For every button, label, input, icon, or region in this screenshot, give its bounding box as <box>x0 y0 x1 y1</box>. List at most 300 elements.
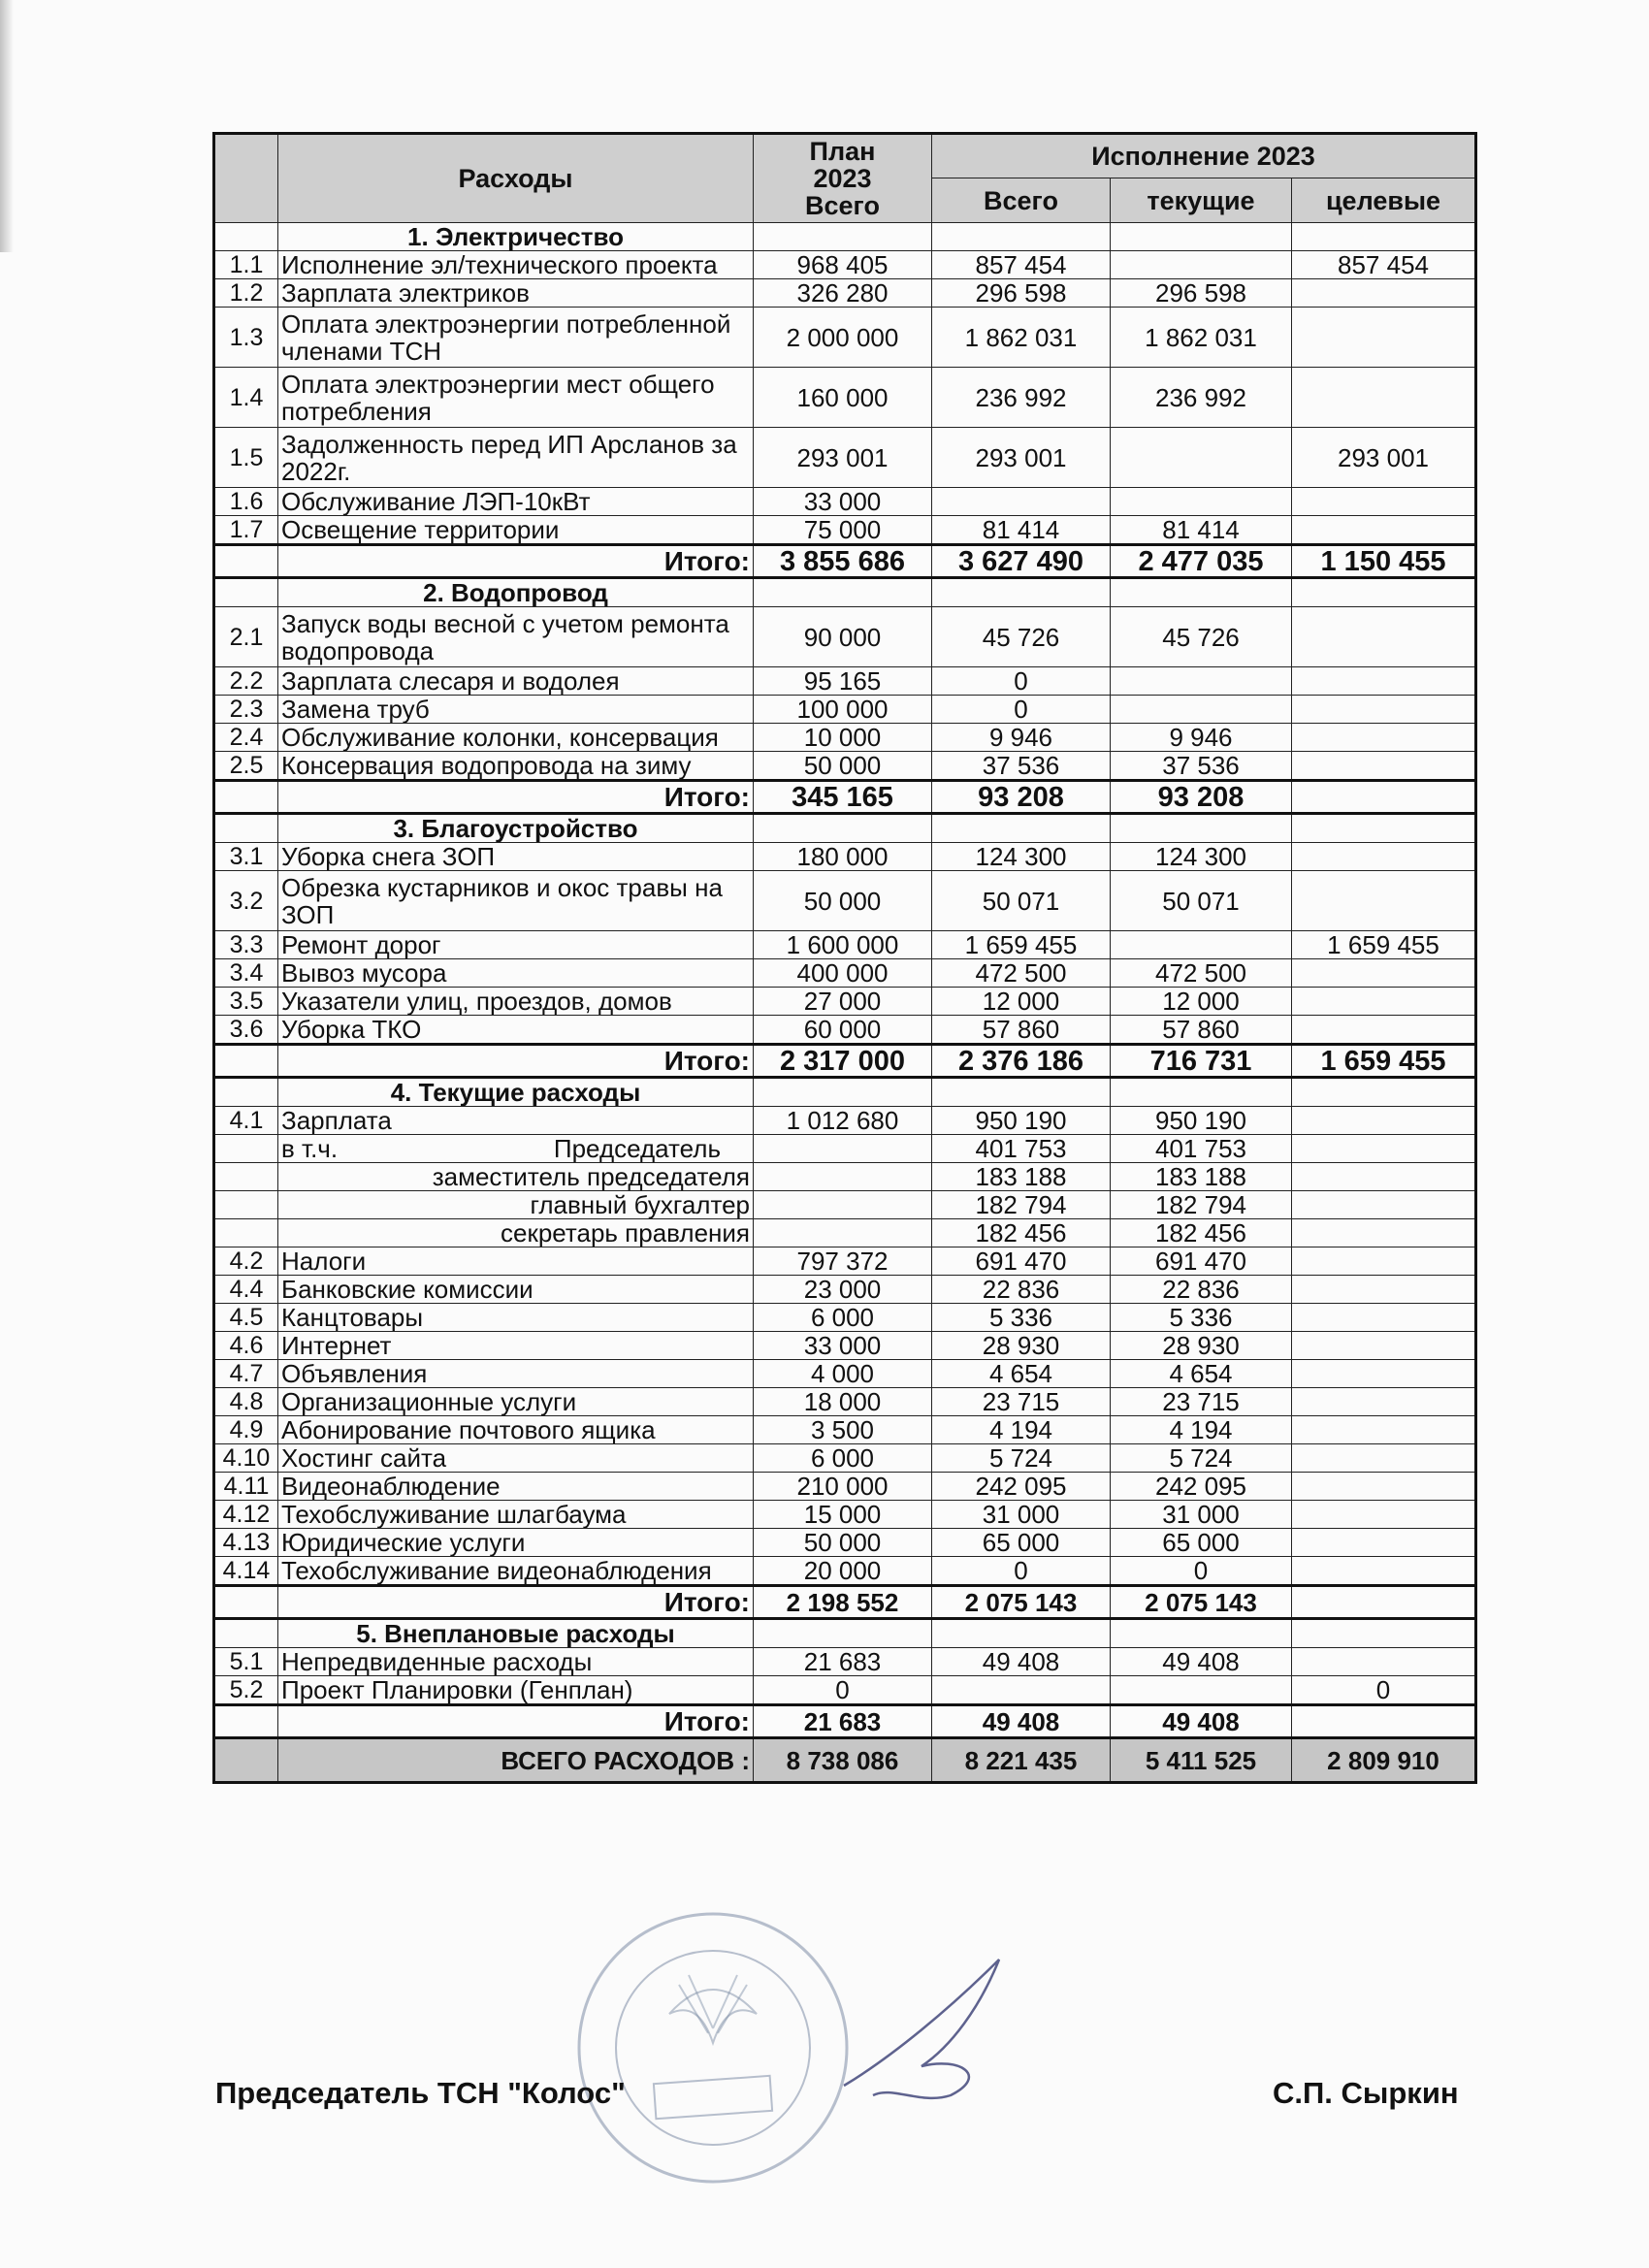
row-current: 5 724 <box>1111 1444 1292 1473</box>
row-idx: 4.9 <box>214 1416 278 1444</box>
row-total: 50 071 <box>932 871 1111 931</box>
row-total: 45 726 <box>932 607 1111 667</box>
total-total: 93 208 <box>932 781 1111 814</box>
row-plan: 4 000 <box>754 1360 932 1388</box>
row-plan: 1 600 000 <box>754 931 932 959</box>
total-target <box>1292 1705 1476 1738</box>
section-empty-cell <box>1111 1619 1292 1648</box>
row-name: Обрезка кустарников и окос травы на ЗОП <box>278 871 754 931</box>
section-header <box>214 814 1476 843</box>
row-idx: 2.2 <box>214 667 278 696</box>
total-label: Итого: <box>278 1705 754 1738</box>
row-idx <box>214 1219 278 1247</box>
row-current: 12 000 <box>1111 988 1292 1016</box>
row-name: Зарплата <box>278 1107 754 1135</box>
row-current: 9 946 <box>1111 724 1292 752</box>
row-total: 1 862 031 <box>932 308 1111 368</box>
row-idx: 3.2 <box>214 871 278 931</box>
row-idx <box>214 1135 278 1163</box>
header-current: текущие <box>1111 178 1292 223</box>
row-plan: 15 000 <box>754 1501 932 1529</box>
row-target <box>1292 607 1476 667</box>
total-target: 1 150 455 <box>1292 545 1476 578</box>
section-empty-cell <box>1111 578 1292 607</box>
total-idx <box>214 1045 278 1078</box>
section-empty-cell <box>754 223 932 251</box>
row-name: Задолженность перед ИП Арсланов за 2022г. <box>278 428 754 488</box>
row-current: 1 862 031 <box>1111 308 1292 368</box>
table-row <box>214 752 1476 781</box>
grand-total-row <box>214 1738 1476 1783</box>
row-current: 81 414 <box>1111 516 1292 545</box>
row-target <box>1292 1219 1476 1247</box>
row-total: 5 724 <box>932 1444 1111 1473</box>
row-current: 472 500 <box>1111 959 1292 988</box>
row-total: 28 930 <box>932 1332 1111 1360</box>
total-target <box>1292 1586 1476 1619</box>
row-target <box>1292 1416 1476 1444</box>
section-title: 4. Текущие расходы <box>278 1078 754 1107</box>
table-row <box>214 1163 1476 1191</box>
section-empty-cell <box>754 1078 932 1107</box>
total-total: 3 627 490 <box>932 545 1111 578</box>
section-title: 2. Водопровод <box>278 578 754 607</box>
row-name: заместитель председателя <box>278 1163 754 1191</box>
table-row <box>214 843 1476 871</box>
total-label: Итого: <box>278 545 754 578</box>
row-total: 182 456 <box>932 1219 1111 1247</box>
row-idx: 2.3 <box>214 696 278 724</box>
row-total <box>932 1676 1111 1705</box>
row-total: 236 992 <box>932 368 1111 428</box>
row-target <box>1292 488 1476 516</box>
row-idx: 4.10 <box>214 1444 278 1473</box>
row-idx: 4.6 <box>214 1332 278 1360</box>
row-total: 472 500 <box>932 959 1111 988</box>
table-row <box>214 1107 1476 1135</box>
table-row <box>214 308 1476 368</box>
row-current: 28 930 <box>1111 1332 1292 1360</box>
row-current: 236 992 <box>1111 368 1292 428</box>
section-empty-cell <box>932 1619 1111 1648</box>
row-idx: 4.8 <box>214 1388 278 1416</box>
row-plan: 797 372 <box>754 1247 932 1276</box>
row-target: 0 <box>1292 1676 1476 1705</box>
row-name: Указатели улиц, проездов, домов <box>278 988 754 1016</box>
row-target <box>1292 1444 1476 1473</box>
total-current: 49 408 <box>1111 1705 1292 1738</box>
total-idx <box>214 781 278 814</box>
table-row <box>214 959 1476 988</box>
organization-stamp <box>563 1907 863 2188</box>
row-name: Зарплата электриков <box>278 279 754 308</box>
row-name: Запуск воды весной с учетом ремонта водопровода <box>278 607 754 667</box>
row-current: 23 715 <box>1111 1388 1292 1416</box>
row-idx: 1.3 <box>214 308 278 368</box>
row-plan: 1 012 680 <box>754 1107 932 1135</box>
row-current: 50 071 <box>1111 871 1292 931</box>
total-label: Итого: <box>278 781 754 814</box>
total-plan: 2 317 000 <box>754 1045 932 1078</box>
table-row <box>214 1276 1476 1304</box>
row-target <box>1292 1557 1476 1586</box>
row-target <box>1292 667 1476 696</box>
row-total: 0 <box>932 696 1111 724</box>
row-plan: 210 000 <box>754 1473 932 1501</box>
row-name: Освещение территории <box>278 516 754 545</box>
row-name: Интернет <box>278 1332 754 1360</box>
row-current: 22 836 <box>1111 1276 1292 1304</box>
row-plan: 100 000 <box>754 696 932 724</box>
table-row <box>214 988 1476 1016</box>
row-name: Техобслуживание шлагбаума <box>278 1501 754 1529</box>
table-row <box>214 1016 1476 1045</box>
row-total: 22 836 <box>932 1276 1111 1304</box>
row-idx: 1.7 <box>214 516 278 545</box>
total-total: 2 075 143 <box>932 1586 1111 1619</box>
row-total: 124 300 <box>932 843 1111 871</box>
row-idx: 4.5 <box>214 1304 278 1332</box>
row-current: 401 753 <box>1111 1135 1292 1163</box>
table-row <box>214 1191 1476 1219</box>
row-current: 296 598 <box>1111 279 1292 308</box>
row-name-prefix: в т.ч. <box>281 1134 339 1163</box>
row-name: Юридические услуги <box>278 1529 754 1557</box>
row-name: Видеонаблюдение <box>278 1473 754 1501</box>
table-row <box>214 667 1476 696</box>
section-empty-cell <box>932 578 1111 607</box>
row-idx: 1.1 <box>214 251 278 279</box>
section-empty-cell <box>754 1619 932 1648</box>
header-plan: План 2023 Всего <box>754 134 932 223</box>
row-plan: 23 000 <box>754 1276 932 1304</box>
row-total: 5 336 <box>932 1304 1111 1332</box>
section-empty-cell <box>1292 223 1476 251</box>
header-execution: Исполнение 2023 <box>932 134 1476 178</box>
row-target <box>1292 843 1476 871</box>
row-plan: 33 000 <box>754 1332 932 1360</box>
row-name: Оплата электроэнергии потребленной членами ТСН <box>278 308 754 368</box>
table-row <box>214 1648 1476 1676</box>
row-target <box>1292 1191 1476 1219</box>
row-current <box>1111 1676 1292 1705</box>
row-total: 401 753 <box>932 1135 1111 1163</box>
row-total: 242 095 <box>932 1473 1111 1501</box>
row-current: 183 188 <box>1111 1163 1292 1191</box>
table-body <box>214 223 1476 1783</box>
section-header <box>214 1078 1476 1107</box>
row-name: Налоги <box>278 1247 754 1276</box>
row-plan: 33 000 <box>754 488 932 516</box>
row-plan: 968 405 <box>754 251 932 279</box>
section-empty-cell <box>1292 814 1476 843</box>
row-idx: 4.2 <box>214 1247 278 1276</box>
table-row <box>214 1332 1476 1360</box>
row-idx <box>214 1191 278 1219</box>
header-idx <box>214 134 278 223</box>
row-current: 242 095 <box>1111 1473 1292 1501</box>
row-target <box>1292 1529 1476 1557</box>
row-total: 293 001 <box>932 428 1111 488</box>
row-total: 691 470 <box>932 1247 1111 1276</box>
row-target <box>1292 696 1476 724</box>
row-current <box>1111 696 1292 724</box>
row-plan: 10 000 <box>754 724 932 752</box>
row-total: 65 000 <box>932 1529 1111 1557</box>
table-row <box>214 696 1476 724</box>
total-idx <box>214 545 278 578</box>
row-target <box>1292 1163 1476 1191</box>
row-target <box>1292 1107 1476 1135</box>
row-name: Исполнение эл/технического проекта <box>278 251 754 279</box>
row-plan: 2 000 000 <box>754 308 932 368</box>
row-idx: 4.4 <box>214 1276 278 1304</box>
row-target <box>1292 1247 1476 1276</box>
row-name: Организационные услуги <box>278 1388 754 1416</box>
row-total: 49 408 <box>932 1648 1111 1676</box>
row-target: 293 001 <box>1292 428 1476 488</box>
section-total-row <box>214 1705 1476 1738</box>
row-plan: 18 000 <box>754 1388 932 1416</box>
row-name: секретарь правления <box>278 1219 754 1247</box>
row-total: 296 598 <box>932 279 1111 308</box>
row-current: 124 300 <box>1111 843 1292 871</box>
row-plan: 326 280 <box>754 279 932 308</box>
table-row <box>214 368 1476 428</box>
row-total: 4 194 <box>932 1416 1111 1444</box>
row-idx: 2.5 <box>214 752 278 781</box>
row-current: 4 194 <box>1111 1416 1292 1444</box>
row-total: 9 946 <box>932 724 1111 752</box>
row-target <box>1292 871 1476 931</box>
row-idx: 4.13 <box>214 1529 278 1557</box>
row-current: 691 470 <box>1111 1247 1292 1276</box>
table-row <box>214 1444 1476 1473</box>
row-total: 0 <box>932 1557 1111 1586</box>
row-idx: 3.6 <box>214 1016 278 1045</box>
row-name: Обслуживание ЛЭП-10кВт <box>278 488 754 516</box>
row-name: Обслуживание колонки, консервация <box>278 724 754 752</box>
section-empty-cell <box>932 223 1111 251</box>
header-expenses: Расходы <box>278 134 754 223</box>
row-name <box>278 1135 754 1163</box>
table-row <box>214 931 1476 959</box>
row-target <box>1292 279 1476 308</box>
row-total: 182 794 <box>932 1191 1111 1219</box>
row-target <box>1292 1473 1476 1501</box>
row-plan <box>754 1135 932 1163</box>
row-plan: 0 <box>754 1676 932 1705</box>
table-row <box>214 1304 1476 1332</box>
table-row <box>214 1473 1476 1501</box>
row-target <box>1292 959 1476 988</box>
section-total-row <box>214 1045 1476 1078</box>
section-idx <box>214 223 278 251</box>
row-plan <box>754 1163 932 1191</box>
row-target <box>1292 988 1476 1016</box>
row-current: 31 000 <box>1111 1501 1292 1529</box>
row-idx: 2.1 <box>214 607 278 667</box>
row-name: Ремонт дорог <box>278 931 754 959</box>
table-row <box>214 1529 1476 1557</box>
grand-total-plan: 8 738 086 <box>754 1738 932 1783</box>
row-plan: 21 683 <box>754 1648 932 1676</box>
total-target <box>1292 781 1476 814</box>
row-total: 0 <box>932 667 1111 696</box>
row-current: 182 794 <box>1111 1191 1292 1219</box>
row-name: главный бухгалтер <box>278 1191 754 1219</box>
row-idx: 3.1 <box>214 843 278 871</box>
total-current: 2 477 035 <box>1111 545 1292 578</box>
row-idx: 3.5 <box>214 988 278 1016</box>
signature <box>834 1940 1028 2115</box>
table-row <box>214 251 1476 279</box>
total-idx <box>214 1705 278 1738</box>
section-empty-cell <box>1111 1078 1292 1107</box>
row-target: 857 454 <box>1292 251 1476 279</box>
row-plan <box>754 1191 932 1219</box>
row-plan <box>754 1219 932 1247</box>
total-label: Итого: <box>278 1045 754 1078</box>
expense-report-table <box>212 132 1477 1784</box>
table-row <box>214 1557 1476 1586</box>
section-total-row <box>214 545 1476 578</box>
grand-total-current: 5 411 525 <box>1111 1738 1292 1783</box>
row-idx: 3.3 <box>214 931 278 959</box>
row-name: Замена труб <box>278 696 754 724</box>
row-name: Вывоз мусора <box>278 959 754 988</box>
row-plan: 6 000 <box>754 1304 932 1332</box>
row-idx <box>214 1163 278 1191</box>
section-header <box>214 578 1476 607</box>
row-target <box>1292 752 1476 781</box>
row-plan: 3 500 <box>754 1416 932 1444</box>
row-idx: 2.4 <box>214 724 278 752</box>
row-idx: 5.2 <box>214 1676 278 1705</box>
section-idx <box>214 814 278 843</box>
row-target <box>1292 724 1476 752</box>
section-title: 5. Внеплановые расходы <box>278 1619 754 1648</box>
table-row <box>214 1416 1476 1444</box>
total-plan: 3 855 686 <box>754 545 932 578</box>
row-plan: 90 000 <box>754 607 932 667</box>
total-total: 2 376 186 <box>932 1045 1111 1078</box>
row-current: 57 860 <box>1111 1016 1292 1045</box>
table-row <box>214 1219 1476 1247</box>
row-current: 37 536 <box>1111 752 1292 781</box>
row-target <box>1292 1388 1476 1416</box>
row-current: 182 456 <box>1111 1219 1292 1247</box>
row-target <box>1292 1016 1476 1045</box>
row-idx: 4.12 <box>214 1501 278 1529</box>
table-row <box>214 428 1476 488</box>
row-total: 183 188 <box>932 1163 1111 1191</box>
grand-total-total: 8 221 435 <box>932 1738 1111 1783</box>
row-plan: 95 165 <box>754 667 932 696</box>
row-total: 31 000 <box>932 1501 1111 1529</box>
row-idx: 4.14 <box>214 1557 278 1586</box>
row-total: 1 659 455 <box>932 931 1111 959</box>
row-plan: 20 000 <box>754 1557 932 1586</box>
row-name: Оплата электроэнергии мест общего потребления <box>278 368 754 428</box>
section-empty-cell <box>932 814 1111 843</box>
header-target: целевые <box>1292 178 1476 223</box>
row-total: 57 860 <box>932 1016 1111 1045</box>
row-plan: 6 000 <box>754 1444 932 1473</box>
chairman-name: С.П. Сыркин <box>1273 2076 1459 2110</box>
section-total-row <box>214 1586 1476 1619</box>
section-idx <box>214 1078 278 1107</box>
row-name: Проект Планировки (Генплан) <box>278 1676 754 1705</box>
row-total: 81 414 <box>932 516 1111 545</box>
row-total: 4 654 <box>932 1360 1111 1388</box>
row-current <box>1111 931 1292 959</box>
row-idx: 1.5 <box>214 428 278 488</box>
row-target <box>1292 516 1476 545</box>
total-plan: 2 198 552 <box>754 1586 932 1619</box>
table-row <box>214 1135 1476 1163</box>
row-idx: 1.4 <box>214 368 278 428</box>
row-current: 45 726 <box>1111 607 1292 667</box>
row-idx: 4.11 <box>214 1473 278 1501</box>
total-plan: 21 683 <box>754 1705 932 1738</box>
row-total: 23 715 <box>932 1388 1111 1416</box>
row-target <box>1292 1276 1476 1304</box>
section-empty-cell <box>932 1078 1111 1107</box>
row-total: 950 190 <box>932 1107 1111 1135</box>
row-total <box>932 488 1111 516</box>
total-target: 1 659 455 <box>1292 1045 1476 1078</box>
section-empty-cell <box>754 578 932 607</box>
row-name: Уборка ТКО <box>278 1016 754 1045</box>
row-total: 12 000 <box>932 988 1111 1016</box>
row-plan: 27 000 <box>754 988 932 1016</box>
row-name: Непредвиденные расходы <box>278 1648 754 1676</box>
row-current: 49 408 <box>1111 1648 1292 1676</box>
section-empty-cell <box>1111 814 1292 843</box>
row-name: Канцтовары <box>278 1304 754 1332</box>
table-row <box>214 724 1476 752</box>
row-current <box>1111 667 1292 696</box>
row-idx: 5.1 <box>214 1648 278 1676</box>
total-label: Итого: <box>278 1586 754 1619</box>
row-target <box>1292 1360 1476 1388</box>
row-current <box>1111 428 1292 488</box>
row-plan: 75 000 <box>754 516 932 545</box>
table-row <box>214 1247 1476 1276</box>
total-current: 2 075 143 <box>1111 1586 1292 1619</box>
total-current: 93 208 <box>1111 781 1292 814</box>
row-current: 0 <box>1111 1557 1292 1586</box>
table-row <box>214 1676 1476 1705</box>
row-name: Уборка снега ЗОП <box>278 843 754 871</box>
section-empty-cell <box>1292 1619 1476 1648</box>
total-plan: 345 165 <box>754 781 932 814</box>
row-target <box>1292 1648 1476 1676</box>
row-target <box>1292 1135 1476 1163</box>
section-header <box>214 1619 1476 1648</box>
total-idx <box>214 1586 278 1619</box>
row-plan: 160 000 <box>754 368 932 428</box>
table-row <box>214 1360 1476 1388</box>
section-title: 3. Благоустройство <box>278 814 754 843</box>
row-current: 4 654 <box>1111 1360 1292 1388</box>
row-target <box>1292 1332 1476 1360</box>
row-target <box>1292 308 1476 368</box>
row-plan: 50 000 <box>754 871 932 931</box>
row-plan: 60 000 <box>754 1016 932 1045</box>
section-title: 1. Электричество <box>278 223 754 251</box>
